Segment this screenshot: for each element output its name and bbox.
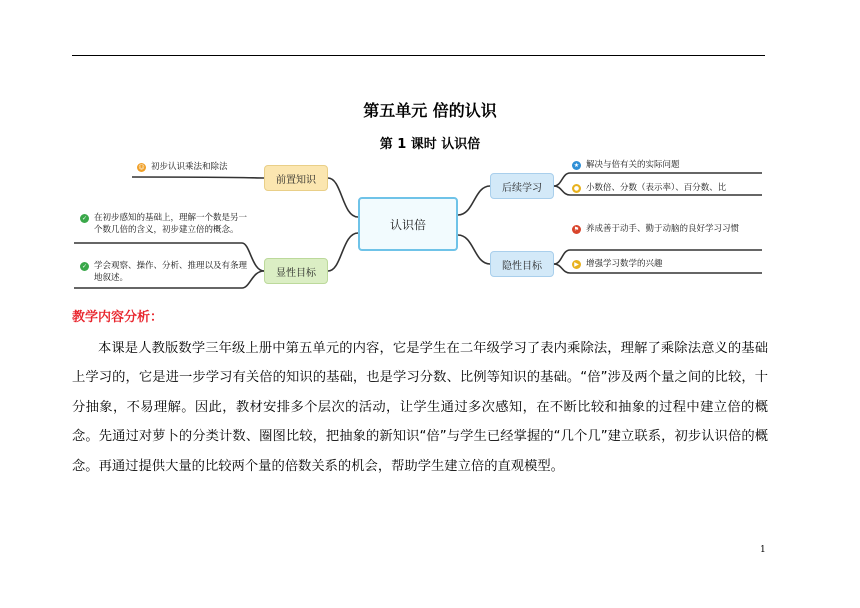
star-icon: ★ xyxy=(573,161,580,169)
connector-prior-leaf xyxy=(132,177,264,178)
leaf-explicit-1 xyxy=(80,212,250,236)
flag-icon: ⚑ xyxy=(573,225,580,233)
mindmap-center-node: 认识倍 xyxy=(358,197,458,251)
leaf-text: 小数倍、分数（表示率）、百分数、比 xyxy=(586,183,727,193)
connector-explicit xyxy=(328,233,358,271)
lesson-title: 第 1 课时 认识倍 xyxy=(379,137,481,152)
section-heading: 教学内容分析： xyxy=(72,310,164,325)
connector-follow xyxy=(458,186,490,215)
leaf-text: 在初步感知的基础上，理解一个数是另一个数几倍的含义，初步建立倍的概念。 xyxy=(94,213,248,235)
play-icon: ▶ xyxy=(572,260,581,269)
leaf-text: 初步认识乘法和除法 xyxy=(151,162,228,172)
page-number: 1 xyxy=(760,545,766,555)
mind-map xyxy=(72,155,772,290)
leaf-implicit-1 xyxy=(572,223,752,235)
leaf-follow-2 xyxy=(572,182,726,194)
body-paragraph: 本课是人教版数学三年级上册中第五单元的内容，它是学生在二年级学习了表内乘除法，理解了乘除法意义的基础上学习的，它是进一步学习有关倍的知识的基础，也是学习分数、比例等知识的基础。“倍”涉及两个量之间的比较，十分抽象，不易理解。因此，教材安排多个层次的活动，让学生通过多次感知，在不断比较和抽象的过程中建立倍的概念。先通过对萝卜的分类计数、圈图比较，把抽象的新知识“倍”与学生已经掌握的“几个几”建立联系，初步认识倍的概念。再通过提供大量的比较两个量的倍数关系的机会，帮助学生建立倍的直观模型。 xyxy=(72,341,768,474)
unit-title: 第五单元 倍的认识 xyxy=(363,101,497,120)
smiley-icon: ☺ xyxy=(138,163,145,171)
check-icon: ✓ xyxy=(81,262,88,270)
leaf-text: 养成善于动手、勤于动脑的良好学习习惯 xyxy=(586,224,740,234)
leaf-text: 学会观察、操作、分析、推理以及有条理地叙述。 xyxy=(94,261,248,283)
node-follow-up: 后续学习 xyxy=(490,173,554,199)
node-prior-knowledge: 前置知识 xyxy=(264,165,328,191)
connector-implicit xyxy=(458,235,490,264)
leaf-implicit-2 xyxy=(572,258,663,270)
node-implicit-goals: 隐性目标 xyxy=(490,251,554,277)
circle-icon: ● xyxy=(573,184,580,192)
leaf-prior-1 xyxy=(137,161,228,173)
leaf-follow-1 xyxy=(572,159,680,171)
leaf-text: 增强学习数学的兴趣 xyxy=(586,259,663,269)
header-rule xyxy=(72,55,765,56)
leaf-explicit-2 xyxy=(80,260,250,284)
check-icon: ✓ xyxy=(81,214,88,222)
connector-prior xyxy=(328,178,358,217)
leaf-text: 解决与倍有关的实际问题 xyxy=(586,160,680,170)
node-explicit-goals: 显性目标 xyxy=(264,258,328,284)
